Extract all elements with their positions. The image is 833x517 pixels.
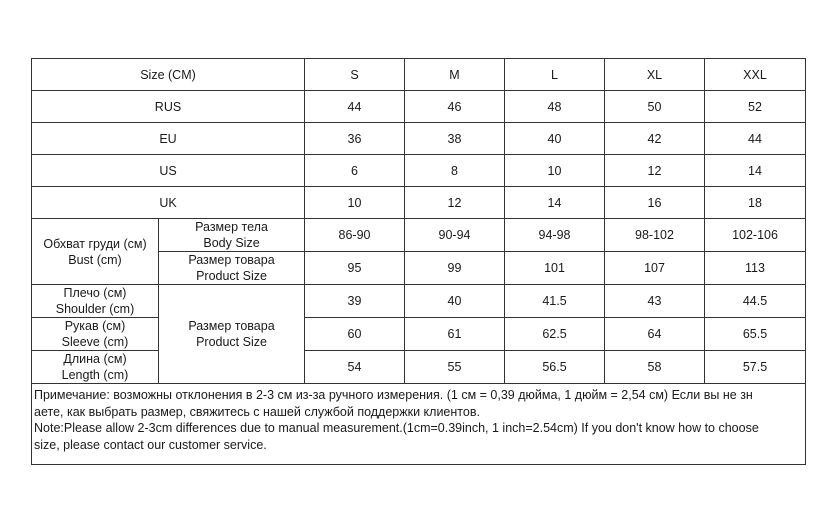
- table-cell: 94-98: [505, 219, 605, 252]
- body-size-label-en: Body Size: [203, 236, 260, 250]
- table-row-us: [32, 155, 806, 187]
- measurement-note: [32, 384, 806, 465]
- header-row: [32, 59, 806, 91]
- length-label: [32, 351, 159, 384]
- table-cell: 40: [405, 285, 505, 318]
- table-cell: 12: [405, 187, 505, 219]
- table-cell: 44: [705, 123, 806, 155]
- bust-product-size-label-en: Product Size: [196, 269, 267, 283]
- region-label-rus: RUS: [32, 91, 305, 123]
- table-cell: 40: [505, 123, 605, 155]
- size-header-m: M: [405, 59, 505, 91]
- table-cell: 6: [305, 155, 405, 187]
- table-row-uk: [32, 187, 806, 219]
- table-cell: 14: [505, 187, 605, 219]
- bust-label-ru: Обхват груди (см): [43, 236, 147, 251]
- table-cell: 107: [605, 252, 705, 285]
- table-row-sleeve: [32, 318, 806, 351]
- table-cell: 38: [405, 123, 505, 155]
- region-label-uk: UK: [32, 187, 305, 219]
- sleeve-label-ru: Рукав (см): [64, 319, 126, 333]
- size-header-s: S: [305, 59, 405, 91]
- table-cell: 44: [305, 91, 405, 123]
- body-size-label: [159, 219, 305, 252]
- table-cell: 42: [605, 123, 705, 155]
- table-cell: 61: [405, 318, 505, 351]
- table-cell: 58: [605, 351, 705, 384]
- table-cell: 36: [305, 123, 405, 155]
- table-cell: 99: [405, 252, 505, 285]
- sleeve-label: [32, 318, 159, 351]
- length-label-en: Length (cm): [61, 368, 129, 382]
- table-cell: 50: [605, 91, 705, 123]
- note-ru-line-1: Примечание: возможны отклонения в 2-3 см из-за ручного измерения. (1 см = 0,39 дюйма, 1 дюйм = 2,54 см) Если вы не зн: [34, 388, 753, 402]
- shoulder-label: [32, 285, 159, 318]
- table-cell: 46: [405, 91, 505, 123]
- table-cell: 18: [705, 187, 806, 219]
- table-cell: 54: [305, 351, 405, 384]
- table-cell: 41.5: [505, 285, 605, 318]
- table-cell: 44.5: [705, 285, 806, 318]
- shoulder-label-ru: Плечо (см): [63, 286, 127, 300]
- size-header-xxl: XXL: [705, 59, 806, 91]
- table-cell: 101: [505, 252, 605, 285]
- table-cell: 98-102: [605, 219, 705, 252]
- table-cell: 90-94: [405, 219, 505, 252]
- table-row-bust-body: [32, 219, 806, 252]
- table-row-note: [32, 384, 806, 465]
- table-row-eu: [32, 123, 806, 155]
- product-size-label-ru: Размер товара: [188, 319, 275, 333]
- note-en-line-2: size, please contact our customer service.: [34, 437, 267, 452]
- product-size-label-en: Product Size: [196, 335, 267, 349]
- bust-product-size-label-ru: Размер товара: [188, 253, 275, 267]
- bust-label-en: Bust (cm): [68, 252, 122, 267]
- sleeve-label-en: Sleeve (cm): [61, 335, 129, 349]
- size-header-label: Size (CM): [32, 59, 305, 91]
- bust-label: [32, 219, 159, 285]
- table-cell: 95: [305, 252, 405, 285]
- size-header-l: L: [505, 59, 605, 91]
- body-size-label-ru: Размер тела: [195, 220, 268, 234]
- table-row-rus: [32, 91, 806, 123]
- size-chart-table: [31, 58, 806, 465]
- bust-product-size-label: [159, 252, 305, 285]
- table-cell: 62.5: [505, 318, 605, 351]
- table-cell: 10: [305, 187, 405, 219]
- table-cell: 43: [605, 285, 705, 318]
- table-cell: 48: [505, 91, 605, 123]
- table-cell: 64: [605, 318, 705, 351]
- table-row-length: [32, 351, 806, 384]
- region-label-eu: EU: [32, 123, 305, 155]
- table-cell: 60: [305, 318, 405, 351]
- table-cell: 39: [305, 285, 405, 318]
- table-cell: 56.5: [505, 351, 605, 384]
- note-ru-line-2: аете, как выбрать размер, свяжитесь с нашей службой поддержки клиентов.: [34, 404, 480, 419]
- product-size-label: [159, 285, 305, 384]
- note-en-line-1: Note:Please allow 2-3cm differences due to manual measurement.(1cm=0.39inch, 1 inch=2.54cm) If you don't know how to choose: [34, 421, 759, 435]
- table-cell: 8: [405, 155, 505, 187]
- shoulder-label-en: Shoulder (cm): [55, 302, 135, 316]
- table-cell: 10: [505, 155, 605, 187]
- table-row-shoulder: [32, 285, 806, 318]
- size-header-xl: XL: [605, 59, 705, 91]
- table-cell: 113: [705, 252, 806, 285]
- table-cell: 14: [705, 155, 806, 187]
- table-cell: 65.5: [705, 318, 806, 351]
- table-cell: 86-90: [305, 219, 405, 252]
- table-cell: 57.5: [705, 351, 806, 384]
- region-label-us: US: [32, 155, 305, 187]
- table-cell: 16: [605, 187, 705, 219]
- table-cell: 12: [605, 155, 705, 187]
- table-cell: 55: [405, 351, 505, 384]
- table-cell: 102-106: [705, 219, 806, 252]
- length-label-ru: Длина (см): [63, 352, 127, 366]
- table-cell: 52: [705, 91, 806, 123]
